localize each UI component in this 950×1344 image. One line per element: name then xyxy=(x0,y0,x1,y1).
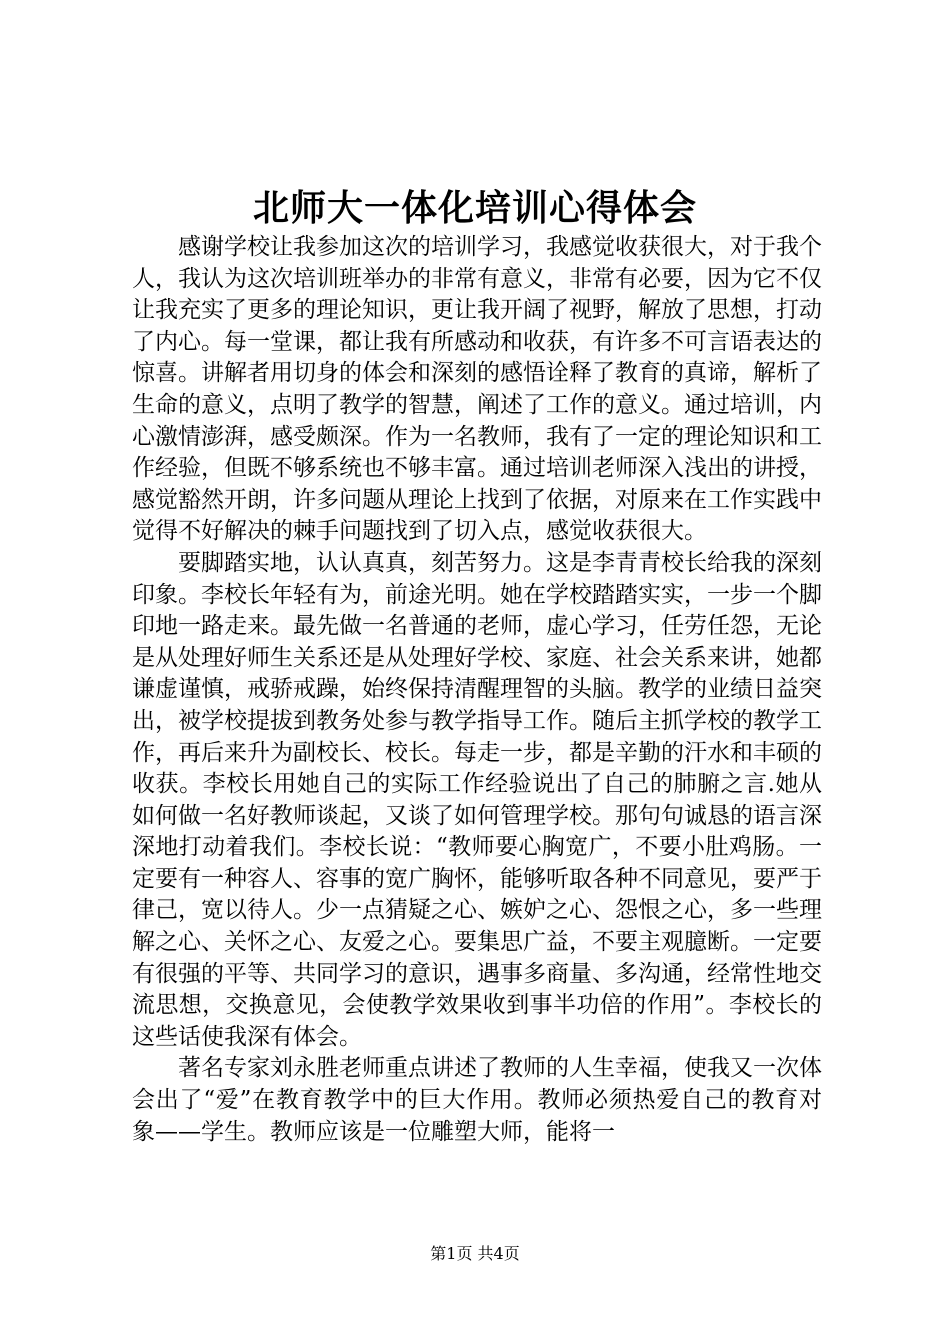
document-body xyxy=(132,232,822,1148)
document-title: 北师大一体化培训心得体会 xyxy=(252,187,697,229)
page-footer: 第1页 共4页 xyxy=(430,1244,520,1263)
paragraph: 感谢学校让我参加这次的培训学习，我感觉收获很大，对于我个人，我认为这次培训班举办的非常有意义，非常有必要，因为它不仅让我充实了更多的理论知识，更让我开阔了视野，解放了思想，打动了内心。每一堂课，都让我有所感动和收获，有许多不可言语表达的惊喜。讲解者用切身的体会和深刻的感悟诠释了教育的真谛，解析了生命的意义，点明了教学的智慧，阐述了工作的意义。通过培训，内心激情澎湃，感受颇深。作为一名教师，我有了一定的理论知识和工作经验，但既不够系统也不够丰富。通过培训老师深入浅出的讲授，感觉豁然开朗，许多问题从理论上找到了依据，对原来在工作实践中觉得不好解决的棘手问题找到了切入点，感觉收获很大。 xyxy=(132,234,822,545)
paragraph: 要脚踏实地，认认真真，刻苦努力。这是李青青校长给我的深刻印象。李校长年轻有为，前途光明。她在学校踏踏实实，一步一个脚印地一路走来。最先做一名普通的老师，虚心学习，任劳任怨，无论是从处理好师生关系还是从处理好学校、家庭、社会关系来讲，她都谦虚谨慎，戒骄戒躁，始终保持清醒理智的头脑。教学的业绩日益突出，被学校提拔到教务处参与教学指导工作。随后主抓学校的教学工作，再后来升为副校长、校长。每走一步，都是辛勤的汗水和丰硕的收获。李校长用她自己的实际工作经验说出了自己的肺腑之言.她从如何做一名好教师谈起，又谈了如何管理学校。那句句诚恳的语言深深地打动着我们。李校长说：“教师要心胸宽广，不要小肚鸡肠。一定要有一种容人、容事的宽广胸怀，能够听取各种不同意见，要严于律己，宽以待人。少一点猜疑之心、嫉妒之心、怨恨之心，多一些理解之心、关怀之心、友爱之心。要集思广益，不要主观臆断。一定要有很强的平等、共同学习的意识，遇事多商量、多沟通，经常性地交流思想，交换意见，会使教学效果收到事半功倍的作用”。李校长的这些话使我深有体会。 xyxy=(132,549,822,1050)
paragraph: 著名专家刘永胜老师重点讲述了教师的人生幸福，使我又一次体会出了“爱”在教育教学中的巨大作用。教师必须热爱自己的教育对象——学生。教师应该是一位雕塑大师，能将一 xyxy=(132,1055,822,1145)
